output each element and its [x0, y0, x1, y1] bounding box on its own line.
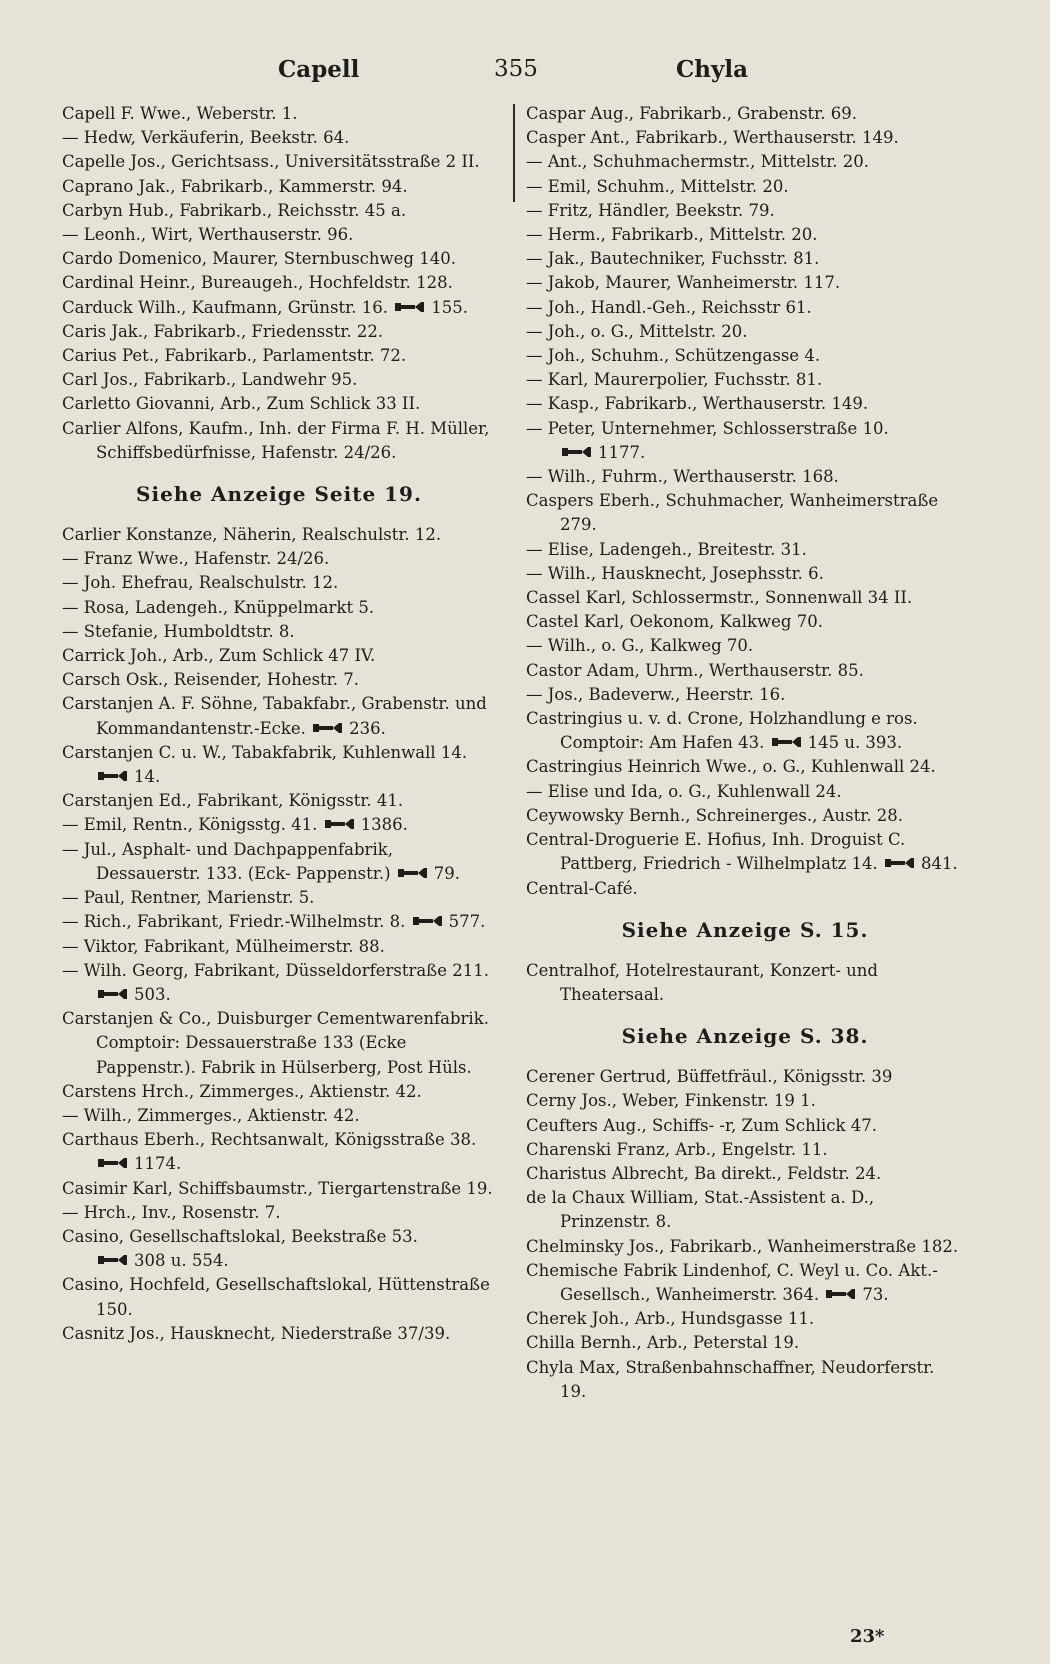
- directory-entry: [526, 223, 964, 247]
- directory-entry: [62, 935, 496, 959]
- telephone-number-text: 155.: [431, 297, 468, 317]
- entry-text: Carius Pet., Fabrikarb., Parlamentstr. 72.: [62, 346, 407, 366]
- entry-text: Carstanjen & Co., Duisburger Cementwarenfabrik. Comptoir: Dessauerstraße 133 (Ecke Pappenstr.). Fabrik in Hülserberg, Post Hüls.: [62, 1009, 489, 1077]
- telephone-number-text: 577.: [448, 912, 486, 932]
- directory-entry: [526, 1186, 964, 1234]
- entry-text: — Joh., Schuhm., Schützengasse 4.: [526, 346, 821, 366]
- entry-text: Caspers Eberh., Schuhmacher, Wanheimerstraße 279.: [526, 491, 939, 535]
- telephone-number-text: 236.: [349, 718, 386, 738]
- entry-text: — Wilh., Fuhrm., Werthauserstr. 168.: [526, 467, 839, 487]
- entry-text: Castringius u. v. d. Crone, Holzhandlung e ros. Comptoir: Am Hafen 43.: [526, 709, 918, 753]
- entry-text: — Jul., Asphalt- und Dachpappenfabrik, Dessauerstr. 133. (Eck- Pappenstr.): [62, 839, 393, 883]
- telephone-icon: [311, 721, 345, 735]
- entry-text: Casper Ant., Fabrikarb., Werthauserstr. 149.: [526, 128, 899, 148]
- directory-entry: [62, 813, 496, 837]
- directory-entry: [62, 102, 496, 126]
- telephone-icon: [824, 1287, 858, 1301]
- entry-text: Cerener Gertrud, Büffetfräul., Königsstr. 39: [526, 1067, 893, 1087]
- header-page-number: 355: [494, 56, 538, 82]
- entry-text: Ceywowsky Bernh., Schreinerges., Austr. 28.: [526, 805, 904, 825]
- directory-entry: [62, 392, 496, 416]
- directory-entry: [62, 644, 496, 668]
- left-column: [62, 102, 496, 1346]
- entry-text: Cherek Joh., Arb., Hundsgasse 11.: [526, 1309, 815, 1329]
- directory-entry: [526, 683, 964, 707]
- telephone-number: [311, 719, 386, 738]
- directory-entry: [62, 199, 496, 223]
- entry-text: Carstanjen Ed., Fabrikant, Königsstr. 41.: [62, 791, 404, 811]
- telephone-icon: [96, 1156, 130, 1170]
- telephone-icon: [96, 769, 130, 783]
- advertisement-notice: Siehe Anzeige S. 38.: [621, 1024, 869, 1049]
- entry-text: Chelminsky Jos., Fabrikarb., Wanheimerstraße 182.: [526, 1236, 959, 1256]
- directory-entry: [526, 634, 964, 658]
- directory-entry: [526, 247, 964, 271]
- entry-text: Casnitz Jos., Hausknecht, Niederstraße 37/39.: [62, 1323, 451, 1343]
- entry-text: Chyla Max, Straßenbahnschaffner, Neudorferstr. 19.: [526, 1357, 935, 1401]
- entry-text: Central-Café.: [526, 878, 638, 898]
- directory-entry: [526, 102, 964, 126]
- entry-text: Casimir Karl, Schiffsbaumstr., Tiergartenstraße 19.: [62, 1178, 493, 1198]
- directory-entry: [526, 804, 964, 828]
- entry-text: Capelle Jos., Gerichtsass., Universitätsstraße 2 II.: [62, 152, 480, 172]
- entry-text: Central-Droguerie E. Hofius, Inh. Droguist C. Pattberg, Friedrich - Wilhelmplatz 14.: [526, 830, 906, 874]
- directory-entry: [526, 489, 964, 537]
- directory-entry: [526, 320, 964, 344]
- telephone-number-text: 1386.: [360, 815, 408, 835]
- directory-entry: [62, 1225, 496, 1273]
- entry-text: — Wilh. Georg, Fabrikant, Düsseldorferstraße 211.: [62, 960, 489, 980]
- telephone-number-text: 1174.: [134, 1154, 182, 1174]
- entry-text: Charistus Albrecht, Ba direkt., Feldstr. 24.: [526, 1163, 882, 1183]
- directory-entry: [526, 1114, 964, 1138]
- page-header: [0, 56, 1050, 96]
- directory-entry: [62, 959, 496, 1007]
- directory-entry: [526, 828, 964, 876]
- telephone-number: [96, 767, 160, 786]
- entry-text: — Jakob, Maurer, Wanheimerstr. 117.: [526, 273, 841, 293]
- entry-text: Chilla Bernh., Arb., Peterstal 19.: [526, 1333, 800, 1353]
- directory-entry: [62, 296, 496, 320]
- directory-entry: [526, 538, 964, 562]
- entry-text: Casino, Gesellschaftslokal, Beekstraße 53.: [62, 1226, 418, 1246]
- advertisement-notice: Siehe Anzeige Seite 19.: [136, 482, 422, 507]
- telephone-number: [824, 1285, 888, 1304]
- entry-text: Caspar Aug., Fabrikarb., Grabenstr. 69.: [526, 104, 857, 123]
- entry-text: — Hrch., Inv., Rosenstr. 7.: [62, 1202, 281, 1222]
- directory-entry: [62, 1007, 496, 1080]
- directory-entry: [62, 223, 496, 247]
- entry-text: — Hedw, Verkäuferin, Beekstr. 64.: [62, 128, 350, 148]
- entry-text: Carlier Alfons, Kaufm., Inh. der Firma F. H. Müller, Schiffsbedürfnisse, Hafenstr. 24/26.: [62, 418, 490, 462]
- entry-text: — Paul, Rentner, Marienstr. 5.: [62, 888, 315, 908]
- telephone-icon: [396, 866, 430, 880]
- entry-text: Cassel Karl, Schlossermstr., Sonnenwall 34 II.: [526, 588, 913, 608]
- entry-text: Cardinal Heinr., Bureaugeh., Hochfeldstr. 128.: [62, 273, 453, 293]
- entry-text: — Leonh., Wirt, Werthauserstr. 96.: [62, 225, 354, 245]
- entry-text: Carrick Joh., Arb., Zum Schlick 47 IV.: [62, 646, 376, 666]
- telephone-number: [883, 854, 958, 873]
- entry-text: de la Chaux William, Stat.-Assistent a. D., Prinzenstr. 8.: [526, 1188, 875, 1232]
- entry-text: Castor Adam, Uhrm., Werthauserstr. 85.: [526, 660, 864, 680]
- directory-entry: [62, 1104, 496, 1128]
- entry-text: Carstens Hrch., Zimmerges., Aktienstr. 42.: [62, 1081, 422, 1101]
- telephone-icon: [96, 987, 130, 1001]
- directory-entry: [62, 886, 496, 910]
- telephone-number-text: 503.: [134, 984, 171, 1004]
- entry-text: — Ant., Schuhmachermstr., Mittelstr. 20.: [526, 152, 870, 172]
- entry-text: Charenski Franz, Arb., Engelstr. 11.: [526, 1139, 828, 1159]
- directory-entry: [526, 755, 964, 779]
- directory-entry: [62, 668, 496, 692]
- directory-entry: [62, 344, 496, 368]
- telephone-number: [96, 1154, 181, 1173]
- entry-text: — Jak., Bautechniker, Fuchsstr. 81.: [526, 249, 820, 269]
- directory-entry: [526, 150, 964, 174]
- entry-text: — Joh., o. G., Mittelstr. 20.: [526, 321, 748, 341]
- entry-text: — Peter, Unternehmer, Schlosserstraße 10.: [526, 418, 889, 438]
- header-right-keyword: Chyla: [676, 56, 749, 83]
- entry-text: Ceufters Aug., Schiffs- -r, Zum Schlick 47.: [526, 1115, 877, 1135]
- entry-text: — Herm., Fabrikarb., Mittelstr. 20.: [526, 225, 818, 245]
- entry-text: Cerny Jos., Weber, Finkenstr. 19 1.: [526, 1091, 816, 1111]
- directory-entry: [62, 1177, 496, 1201]
- directory-entry: [526, 610, 964, 634]
- entry-text: Chemische Fabrik Lindenhof, C. Weyl u. Co. Akt.-Gesellsch., Wanheimerstr. 364.: [526, 1260, 938, 1304]
- directory-entry: [526, 1138, 964, 1162]
- entry-text: Centralhof, Hotelrestaurant, Konzert- und Theatersaal.: [526, 960, 878, 1004]
- entry-text: — Viktor, Fabrikant, Mülheimerstr. 88.: [62, 936, 385, 956]
- entry-text: Carletto Giovanni, Arb., Zum Schlick 33 II.: [62, 394, 421, 414]
- telephone-number: [396, 864, 460, 883]
- directory-entry: [526, 344, 964, 368]
- directory-entry: [526, 877, 964, 901]
- telephone-number: [393, 298, 468, 317]
- directory-entry: [62, 150, 496, 174]
- entry-text: Cardo Domenico, Maurer, Sternbuschweg 140.: [62, 249, 456, 269]
- directory-entry: [526, 392, 964, 416]
- directory-entry: [62, 596, 496, 620]
- entry-text: — Franz Wwe., Hafenstr. 24/26.: [62, 549, 330, 569]
- directory-entry: [526, 465, 964, 489]
- advertisement-notice: Siehe Anzeige S. 15.: [621, 917, 869, 942]
- telephone-icon: [323, 817, 357, 831]
- directory-entry: [526, 1307, 964, 1331]
- telephone-number-text: 841.: [921, 854, 958, 874]
- entry-text: Carbyn Hub., Fabrikarb., Reichsstr. 45 a.: [62, 200, 407, 220]
- directory-entry: [62, 1273, 496, 1321]
- entry-text: — Wilh., Zimmerges., Aktienstr. 42.: [62, 1105, 360, 1125]
- directory-entry: [526, 562, 964, 586]
- directory-entry: [62, 1201, 496, 1225]
- telephone-icon: [96, 1253, 130, 1267]
- directory-entry: [62, 789, 496, 813]
- telephone-icon: [770, 735, 804, 749]
- directory-entry: [62, 417, 496, 465]
- directory-entry: [526, 707, 964, 755]
- telephone-number: [323, 815, 408, 834]
- entry-text: Carstanjen A. F. Söhne, Tabakfabr., Grabenstr. und Kommandantenstr.-Ecke.: [62, 694, 487, 738]
- entry-text: Carthaus Eberh., Rechtsanwalt, Königsstraße 38.: [62, 1130, 477, 1150]
- telephone-icon: [560, 445, 594, 459]
- directory-entry: [526, 1331, 964, 1355]
- directory-entry: [62, 247, 496, 271]
- directory-entry: [526, 1162, 964, 1186]
- directory-entry: [526, 659, 964, 683]
- entry-text: — Kasp., Fabrikarb., Werthauserstr. 149.: [526, 394, 869, 414]
- directory-entry: [526, 1089, 964, 1113]
- telephone-number-text: 308 u. 554.: [134, 1251, 229, 1271]
- entry-text: — Elise und Ida, o. G., Kuhlenwall 24.: [526, 781, 842, 801]
- telephone-number-text: 145 u. 393.: [807, 733, 903, 753]
- entry-text: Castringius Heinrich Wwe., o. G., Kuhlenwall 24.: [526, 757, 936, 777]
- telephone-icon: [393, 300, 427, 314]
- telephone-number: [411, 912, 486, 931]
- directory-entry: [62, 1128, 496, 1176]
- directory-entry: [526, 175, 964, 199]
- entry-text: — Elise, Ladengeh., Breitestr. 31.: [526, 539, 807, 559]
- directory-entry: [526, 780, 964, 804]
- directory-entry: [526, 126, 964, 150]
- directory-entry: [62, 692, 496, 740]
- header-left-keyword: Capell: [278, 56, 360, 83]
- telephone-number: [560, 443, 645, 462]
- directory-entry: [62, 1080, 496, 1104]
- directory-entry: [526, 296, 964, 320]
- entry-text: Castel Karl, Oekonom, Kalkweg 70.: [526, 612, 823, 632]
- entry-text: — Rosa, Ladengeh., Knüppelmarkt 5.: [62, 597, 375, 617]
- directory-entry: [526, 417, 964, 465]
- directory-entry: [62, 838, 496, 886]
- directory-entry: [62, 523, 496, 547]
- telephone-icon: [883, 856, 917, 870]
- telephone-number-text: 14.: [134, 767, 161, 787]
- directory-entry: [62, 368, 496, 392]
- directory-entry: [526, 368, 964, 392]
- telephone-number: [770, 733, 903, 752]
- entry-text: — Rich., Fabrikant, Friedr.-Wilhelmstr. 8.: [62, 912, 406, 932]
- directory-entry: [62, 175, 496, 199]
- entry-text: Caris Jak., Fabrikarb., Friedensstr. 22.: [62, 321, 384, 341]
- entry-text: — Jos., Badeverw., Heerstr. 16.: [526, 684, 786, 704]
- directory-entry: [526, 1356, 964, 1404]
- entry-text: — Fritz, Händler, Beekstr. 79.: [526, 200, 775, 220]
- entry-text: Carstanjen C. u. W., Tabakfabrik, Kuhlenwall 14.: [62, 742, 468, 762]
- entry-text: — Wilh., o. G., Kalkweg 70.: [526, 636, 754, 656]
- entry-text: — Karl, Maurerpolier, Fuchsstr. 81.: [526, 370, 823, 390]
- directory-entry: [526, 199, 964, 223]
- entry-text: Carduck Wilh., Kaufmann, Grünstr. 16.: [62, 297, 388, 317]
- directory-entry: [62, 620, 496, 644]
- telephone-number: [96, 1251, 229, 1270]
- telephone-number-text: 1177.: [598, 442, 646, 462]
- directory-entry: [526, 271, 964, 295]
- directory-entry: [62, 1322, 496, 1346]
- directory-entry: [62, 271, 496, 295]
- entry-text: — Emil, Rentn., Königsstg. 41.: [62, 815, 318, 835]
- entry-text: Carsch Osk., Reisender, Hohestr. 7.: [62, 670, 359, 690]
- entry-text: Casino, Hochfeld, Gesellschaftslokal, Hüttenstraße 150.: [62, 1275, 490, 1319]
- directory-entry: [62, 547, 496, 571]
- entry-text: — Emil, Schuhm., Mittelstr. 20.: [526, 176, 789, 196]
- directory-entry: [62, 320, 496, 344]
- entry-text: Caprano Jak., Fabrikarb., Kammerstr. 94.: [62, 176, 408, 196]
- directory-entry: [62, 571, 496, 595]
- directory-entry: [526, 1065, 964, 1089]
- telephone-number-text: 73.: [862, 1284, 889, 1304]
- entry-text: Carlier Konstanze, Näherin, Realschulstr. 12.: [62, 525, 442, 545]
- right-column: [526, 102, 964, 1404]
- directory-entry: [526, 959, 964, 1007]
- telephone-number: [96, 985, 171, 1004]
- directory-entry: [526, 586, 964, 610]
- entry-text: — Stefanie, Humboldtstr. 8.: [62, 621, 295, 641]
- directory-entry: [62, 910, 496, 934]
- entry-text: — Joh., Handl.-Geh., Reichsstr 61.: [526, 297, 812, 317]
- directory-entry: [526, 1259, 964, 1307]
- directory-entry: [526, 1235, 964, 1259]
- entry-text: — Wilh., Hausknecht, Josephsstr. 6.: [526, 563, 824, 583]
- column-divider: [513, 104, 515, 202]
- entry-text: Carl Jos., Fabrikarb., Landwehr 95.: [62, 370, 358, 390]
- entry-text: — Joh. Ehefrau, Realschulstr. 12.: [62, 573, 339, 593]
- telephone-number-text: 79.: [433, 863, 461, 883]
- directory-entry: [62, 126, 496, 150]
- entry-text: Capell F. Wwe., Weberstr. 1.: [62, 104, 298, 123]
- page-signature: 23*: [850, 1626, 885, 1647]
- telephone-icon: [411, 914, 445, 928]
- directory-entry: [62, 741, 496, 789]
